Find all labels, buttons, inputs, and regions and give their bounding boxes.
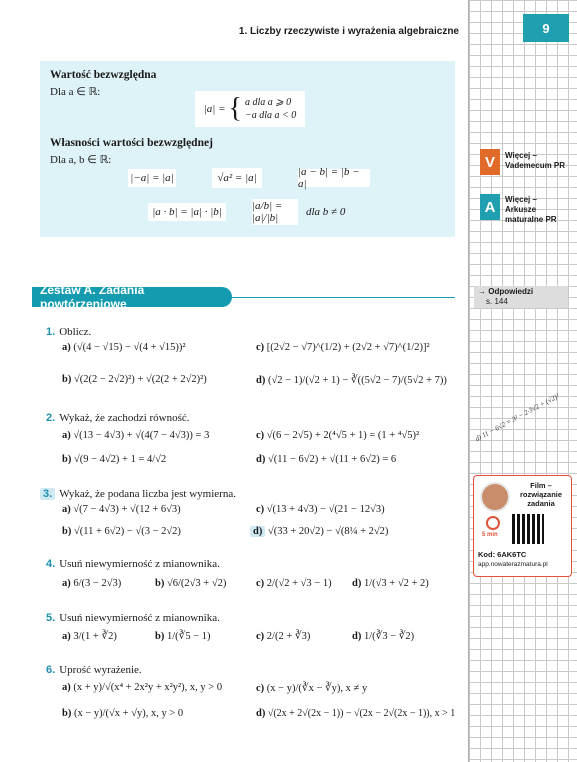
film-card[interactable]	[473, 475, 572, 577]
task-4-c	[256, 578, 332, 589]
label: d)	[256, 454, 266, 465]
task-1	[46, 322, 91, 340]
task-6-b	[62, 708, 183, 719]
label: a)	[62, 430, 71, 441]
expression: 1/(∛5 − 1)	[166, 631, 211, 642]
info-box	[40, 61, 455, 237]
film-duration: 5 min	[482, 532, 498, 538]
task-text: Oblicz.	[59, 326, 92, 338]
expression: √(7 − 4√3) + √(12 + 6√3)	[73, 504, 181, 515]
expression: √(13 − 4√3) + √(4(7 − 4√3)) = 3	[73, 430, 210, 441]
expression: (√2 − 1)/(√2 + 1) − ∛((5√2 − 7)/(5√2 + 7))	[267, 375, 447, 386]
label: d)	[256, 708, 266, 719]
brace-symbol: {	[228, 93, 242, 124]
task-4-d	[352, 578, 429, 589]
label: a)	[62, 342, 71, 353]
vademecum-link[interactable]: Więcej – Vademecum PR	[505, 151, 566, 170]
label: d)	[352, 578, 362, 589]
definition-case-1: a dla a ⩾ 0	[244, 97, 292, 108]
task-3-c	[256, 504, 385, 515]
task-5-c	[256, 630, 310, 642]
expression: (x + y)/√(x⁴ + 2x²y + x²y²), x, y > 0	[73, 682, 223, 693]
label: a)	[62, 578, 71, 589]
task-number: 6.	[46, 664, 56, 676]
task-1-b	[62, 374, 207, 385]
page-number: 9	[523, 14, 569, 42]
expression: √(11 + 6√2) − √(3 − 2√2)	[73, 526, 181, 537]
absolute-value-title: Wartość bezwzględna	[50, 69, 157, 81]
presenter-avatar	[480, 482, 510, 512]
label: b)	[62, 526, 72, 537]
property-5: |a/b| = |a|/|b|	[252, 199, 298, 225]
timer-icon	[486, 516, 500, 530]
task-text: Usuń niewymierność z mianownika.	[59, 558, 220, 570]
film-title: Film – rozwiązanie zadania	[519, 481, 563, 508]
task-3-b	[62, 526, 181, 537]
label: c)	[256, 631, 265, 642]
properties-title: Własności wartości bezwzględnej	[50, 137, 213, 149]
expression: 2/(2 + ∛3)	[266, 631, 311, 642]
task-2-a	[62, 430, 209, 441]
expression: (x − y)/(√x + √y), x, y > 0	[73, 708, 184, 719]
expression: (x − y)/(∛x − ∛y), x ≠ y	[266, 683, 368, 694]
expression: [(2√2 − √7)^(1/2) + (2√2 + √7)^(1/2)]²	[266, 342, 430, 353]
domain-text-2: Dla a, b ∈ ℝ:	[50, 154, 112, 166]
section-banner: Zestaw A. Zadania powtórzeniowe	[32, 287, 232, 307]
label: d)	[256, 375, 266, 386]
expression: √(2x + 2√(2x − 1)) − √(2x − 2√(2x − 1)), x > 1	[267, 708, 456, 719]
label: c)	[256, 683, 265, 694]
task-3-d	[250, 526, 388, 537]
label: c)	[256, 578, 265, 589]
task-6-d	[256, 708, 455, 719]
qr-code-icon[interactable]	[512, 514, 544, 544]
task-number: 4.	[46, 558, 56, 570]
answers-page: s. 144	[486, 297, 508, 306]
task-1-c	[256, 342, 430, 353]
domain-text-1: Dla a ∈ ℝ:	[50, 86, 101, 98]
arkusze-link[interactable]: Więcej – Arkusze maturalne PR	[505, 195, 557, 224]
definition-lhs: |a| =	[203, 103, 226, 115]
label: d)	[250, 526, 265, 537]
vademecum-icon[interactable]: V	[480, 149, 500, 175]
task-6-c	[256, 682, 367, 694]
expression: √6/(2√3 + √2)	[166, 578, 227, 589]
label: b)	[155, 631, 165, 642]
definition-formula	[195, 91, 305, 127]
expression: √(11 − 6√2) + √(11 + 6√2) = 6	[267, 454, 397, 465]
task-3	[40, 484, 236, 502]
task-3-a	[62, 504, 181, 515]
expression: √(2(2 − 2√2)²) + √(2(2 + 2√2)²)	[73, 374, 207, 385]
task-6-a	[62, 682, 222, 693]
label: a)	[62, 504, 71, 515]
expression: 6/(3 − 2√3)	[73, 578, 122, 589]
task-5	[46, 608, 220, 626]
task-5-b	[155, 630, 211, 642]
task-text: Uprość wyrażenie.	[59, 664, 142, 676]
answers-title: → Odpowiedzi	[478, 287, 534, 296]
arkusze-icon[interactable]: A	[480, 194, 500, 220]
label: c)	[256, 342, 265, 353]
task-number: 5.	[46, 612, 56, 624]
expression: √(13 + 4√3) − √(21 − 12√3)	[266, 504, 385, 515]
task-2-b	[62, 454, 166, 465]
expression: √(33 + 20√2) − √(8¼ + 2√2)	[267, 526, 389, 537]
expression: √(6 − 2√5) + 2(⁴√5 + 1) = (1 + ⁴√5)²	[266, 430, 420, 441]
task-4-a	[62, 578, 121, 589]
definition-case-2: −a dla a < 0	[244, 110, 297, 121]
task-4-b	[155, 578, 226, 589]
task-5-a	[62, 630, 117, 642]
grid-margin	[468, 0, 577, 762]
task-2-d	[256, 454, 396, 465]
label: b)	[155, 578, 165, 589]
task-1-a	[62, 342, 186, 353]
expression: 3/(1 + ∛2)	[73, 631, 117, 642]
expression: 1/(∛3 − ∛2)	[363, 631, 415, 642]
answers-box[interactable]	[474, 286, 568, 308]
property-1: |−a| = |a|	[128, 169, 176, 187]
task-2	[46, 408, 190, 426]
handwritten-note: d) 11 − 6√2 = 3² − 2·3√2 + (√2)²	[474, 392, 561, 444]
task-1-d	[256, 374, 447, 386]
label: c)	[256, 430, 265, 441]
task-number: 2.	[46, 412, 56, 424]
label: a)	[62, 682, 71, 693]
label: b)	[62, 708, 72, 719]
property-5-condition: dla b ≠ 0	[306, 206, 346, 218]
expression: 2/(√2 + √3 − 1)	[266, 578, 332, 589]
task-number: 1.	[46, 326, 56, 338]
property-2: √a² = |a|	[212, 168, 262, 188]
chapter-title: 1. Liczby rzeczywiste i wyrażenia algebraiczne	[238, 26, 459, 37]
expression: 1/(√3 + √2 + 2)	[363, 578, 429, 589]
label: b)	[62, 454, 72, 465]
label: c)	[256, 504, 265, 515]
task-4	[46, 554, 220, 572]
film-code: Kod: 6AK6TC	[478, 550, 527, 559]
property-3: |a − b| = |b − a|	[298, 169, 370, 187]
film-url[interactable]: app.nowaterazmatura.pl	[478, 561, 548, 568]
task-text: Wykaż, że zachodzi równość.	[59, 412, 190, 424]
label: d)	[352, 631, 362, 642]
task-6	[46, 660, 142, 678]
expression: (√(4 − √15) − √(4 + √15))²	[73, 342, 186, 353]
task-text: Usuń niewymierność z mianownika.	[59, 612, 220, 624]
task-2-c	[256, 430, 419, 441]
expression: √(9 − 4√2) + 1 = 4/√2	[73, 454, 167, 465]
task-text: Wykaż, że podana liczba jest wymierna.	[59, 488, 236, 500]
label: a)	[62, 631, 71, 642]
label: b)	[62, 374, 72, 385]
task-number: 3.	[40, 488, 55, 500]
task-5-d	[352, 630, 414, 642]
property-4: |a · b| = |a| · |b|	[148, 203, 226, 221]
